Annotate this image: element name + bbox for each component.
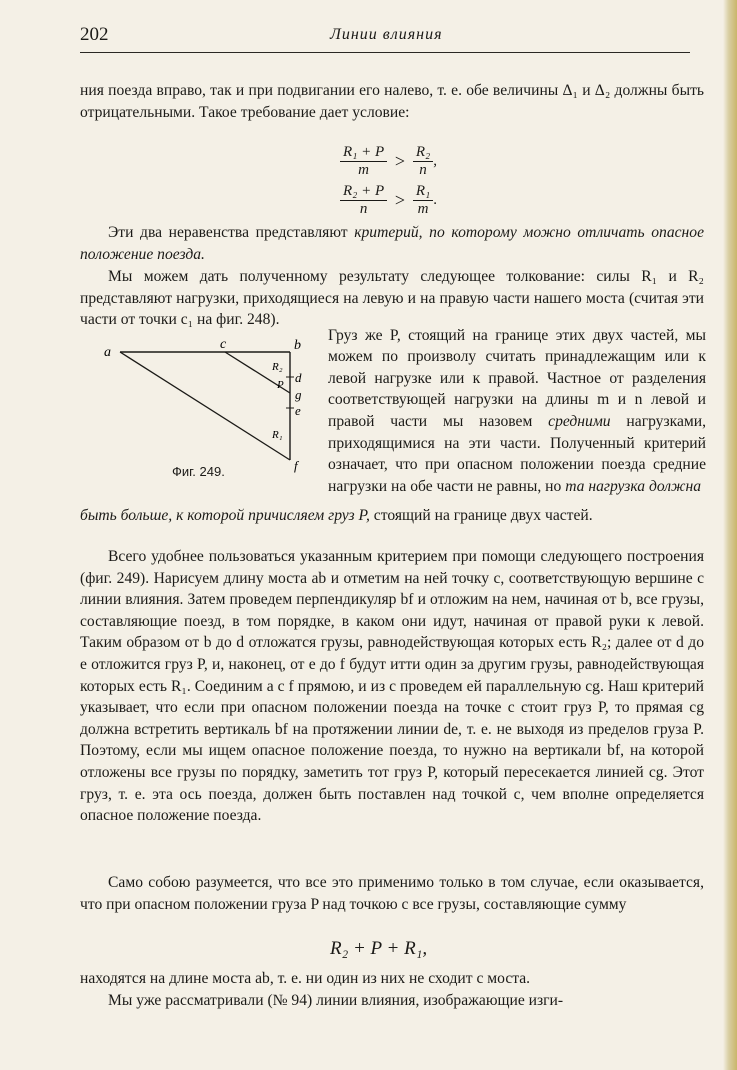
label-g: g bbox=[295, 387, 302, 402]
label-b: b bbox=[294, 338, 301, 353]
paragraph-3-text: Мы можем дать полученному результату следующее толкование: силы R₁ и R₂ представляют нагрузки, приходящиеся на левую и на правую части нашего моста (считая эти части от точки c₁ на фиг. 248). bbox=[80, 268, 704, 329]
fraction-left bbox=[340, 144, 387, 179]
label-r2: R₂ bbox=[272, 361, 283, 373]
paragraph-2-text bbox=[80, 222, 704, 265]
right-column-paragraph bbox=[328, 325, 706, 498]
numerator: R₁ + P bbox=[340, 144, 387, 162]
inequality-2 bbox=[340, 183, 437, 218]
paragraph-7-text: находятся на длине моста ab, т. е. ни один из них не сходит с моста. bbox=[80, 970, 531, 987]
label-f: f bbox=[294, 458, 298, 473]
line-af bbox=[120, 352, 290, 460]
page-edge bbox=[723, 0, 737, 1070]
greater-than: > bbox=[394, 190, 406, 210]
italic-run: средними bbox=[548, 412, 611, 430]
label-d: d bbox=[295, 370, 302, 385]
fraction-right bbox=[413, 144, 433, 179]
paragraph-5-text: Всего удобнее пользоваться указанным критерием при помощи следующего построения (фиг. 249). Нарисуем длину моста ab и отметим на ней точку c, соответствующую вершине с линии влияния. Затем проведем перпендикуляр bf и отложим на нем, начиная от b, все грузы, составляющие поезд, в том порядке, в каком они идут, начиная от правой руки к левой. Таким образом от b до d отложатся грузы, равнодействующая которых есть R₂; далее от d до e отложится груз P, и, наконец, от e до f будут итти один за другим грузы, равнодействующая которых есть R₁. Соединим a с f прямою, и из c проведем ей параллельную cg. Наш критерий указывает, что если при опасном положении поезда на точке c стоит груз P, то прямая cg должна встретить вертикаль bf на протяжении линии de, т. е. не выходя из пределов груза P. Поэтому, если мы ищем опасное положение поезда, то нужно на вертикали bf, на которой отложены все грузы по порядку, заметить тот груз P, который пересекается линией cg. Этот груз, т. е. эта ось поезда, должен быть поставлен над точкой c, чем вполне определяется опасное положение поезда. bbox=[80, 548, 704, 825]
paragraph-6 bbox=[80, 872, 704, 915]
denominator: n bbox=[419, 162, 427, 178]
italic-run: та нагрузка должна bbox=[565, 477, 702, 495]
text-run: Груз же P, стоящий на границе этих двух частей, мы можем по произволу считать принадлежащим или к левой нагрузке или к правой. Частное от разделения соответствующей нагрузки на длины m и n левой и правой части мы назовем bbox=[328, 326, 706, 430]
greater-than: > bbox=[394, 151, 406, 171]
denominator: n bbox=[359, 201, 368, 217]
paragraph-1 bbox=[80, 80, 704, 123]
paragraph-4 bbox=[80, 505, 704, 527]
paragraph-5 bbox=[80, 546, 704, 827]
paragraph-7 bbox=[80, 968, 704, 990]
punctuation: , bbox=[433, 152, 437, 169]
label-c: c bbox=[220, 337, 227, 352]
paragraph-6-text: Само собою разумеется, что все это применимо только в том случае, если оказывается, что при опасном положении груза P над точкою c все грузы, составляющие сумму bbox=[80, 874, 704, 913]
inequality-1 bbox=[340, 144, 437, 179]
paragraph-8-text: Мы уже рассматривали (№ 94) линии влияния, изображающие изги- bbox=[108, 992, 564, 1009]
page-header bbox=[80, 18, 690, 53]
fraction-left bbox=[340, 183, 387, 218]
punctuation: . bbox=[433, 191, 437, 208]
numerator: R₁ bbox=[413, 183, 433, 201]
text-run: стоящий на границе двух частей. bbox=[369, 507, 593, 524]
running-title: Линии влияния bbox=[330, 26, 443, 43]
text-run: нагрузками, приходящимися на эти части. Полученный критерий означает, что при опасном положении поезда средние нагрузки на обе части не равны, но bbox=[328, 412, 707, 495]
right-column-text bbox=[328, 309, 706, 513]
paragraph-2 bbox=[80, 222, 704, 265]
denominator: m bbox=[417, 201, 429, 217]
numerator: R₂ bbox=[413, 144, 433, 162]
sum-formula: R₂ + P + R₁, bbox=[330, 938, 428, 959]
paragraph-1-text: ния поезда вправо, так и при подвигании его налево, т. е. обе величины Δ₁ и Δ₂ должны быть отрицательными. Такое требование дает условие: bbox=[80, 82, 704, 121]
text-run: Эти два неравенства представляют bbox=[108, 224, 355, 241]
page-number: 202 bbox=[80, 24, 109, 45]
label-p: P bbox=[277, 379, 284, 391]
label-a: a bbox=[104, 345, 111, 360]
numerator: R₂ + P bbox=[340, 183, 387, 201]
denominator: m bbox=[358, 162, 369, 178]
paragraph-8 bbox=[80, 990, 704, 1012]
paragraph-4-text bbox=[80, 505, 704, 527]
label-e: e bbox=[295, 403, 301, 418]
italic-run: быть больше, к которой причисляем груз P, bbox=[80, 507, 370, 524]
italic-run: критерий, по которому можно отличать опасное положение поезда. bbox=[80, 224, 705, 263]
label-r1: R₁ bbox=[272, 429, 283, 441]
figure-caption: Фиг. 249. bbox=[172, 464, 225, 479]
fraction-right bbox=[413, 183, 433, 218]
